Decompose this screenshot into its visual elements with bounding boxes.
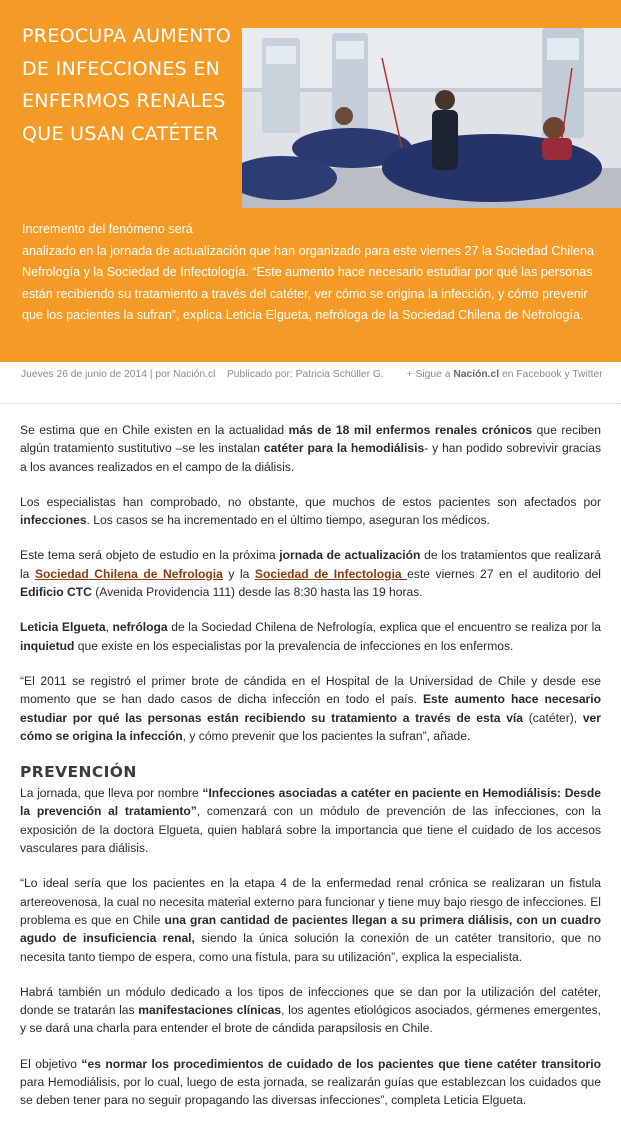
emphasis: más de 18 mil enfermos renales crónicos [288, 423, 533, 437]
article-header [0, 0, 621, 362]
follow-prefix: + Sigue a [406, 369, 451, 380]
emphasis: “Infecciones asociadas a catéter en paciente en Hemodiálisis: Desde la prevención al tratamiento” [20, 786, 601, 819]
paragraph-7 [20, 874, 601, 965]
hemodialysis-ward-image [242, 28, 621, 208]
text-run: , comenzará con un módulo de prevención de las infecciones, con la exposición de la doctora Elgueta, quien hablará sobre la importancia que tiene el cuidado de los accesos vasculares para diálisis. [20, 804, 601, 856]
paragraph-4 [20, 618, 601, 655]
follow-source[interactable]: Nación.cl [453, 369, 500, 380]
nefrologia-link[interactable]: Sociedad Chilena de Nefrologia [34, 566, 223, 581]
twitter-link[interactable]: Twitter [572, 369, 603, 380]
article-title: PREOCUPA AUMENTO DE INFECCIONES EN ENFERMOS RENALES QUE USAN CATÉTER [22, 25, 231, 145]
text-run: Se estima que en Chile existen en la actualidad [20, 423, 289, 437]
text-run: para Hemodiálisis, por lo cual, luego de esta jornada, se realizarán guías que establezcan los cuidados que se deben tener para no seguir propagando las diversas infecciones”, completa Leticia Elgueta. [20, 1075, 601, 1108]
text-run: “El 2011 se registró el primer brote de cándida en el Hospital de la Universidad de Chile y desde ese momento que se han dado casos de dicha infección en todo el país. [20, 673, 601, 707]
text-run: La jornada, que lleva por nombre [20, 786, 203, 801]
paragraph-5 [20, 672, 601, 745]
paragraph-8 [20, 983, 601, 1038]
text-run: de la Sociedad Chilena de Nefrología, explica que el encuentro se realiza por la [167, 620, 601, 635]
emphasis: “es normar los procedimientos de cuidado de los pacientes que tiene catéter transitorio [81, 1056, 601, 1071]
emphasis: Este aumento hace necesario estudiar por qué las personas están recibiendo su tratamiento a través de esta vía [20, 692, 601, 725]
paragraph-6 [20, 784, 601, 857]
article-lead-first: Incremento del fenómeno será [22, 222, 193, 236]
text-run: - y han podido sobrevivir gracias a los avances realizados en el campo de la diálisis. [20, 441, 601, 474]
paragraph-1 [20, 421, 601, 476]
text-run: , los agentes etiológicos asociados, gérmenes emergentes, y se dará una charla para entender el brote de cándida parapsilosis en Chile. [20, 1003, 601, 1036]
section-heading: PREVENCIÓN [20, 763, 137, 782]
published-by: Publicado por: Patricia Schüller G. [226, 369, 384, 380]
article-lead-rest: analizado en la jornada de actualización que han organizado para este viernes 27 la Sociedad Chilena Nefrología y la Sociedad de Infectología. “Este aumento hace necesario estudiar por qué las personas están recibiendo su tratamiento a través del catéter, ver cómo se origina la infección, y cómo prevenir que los pacientes la sufran”, explica Leticia Elgueta, nefróloga de la Sociedad Chilena de Nefrología. [22, 243, 595, 323]
paragraph-9 [20, 1055, 601, 1110]
text-run: que existe en los especialistas por la prevalencia de infecciones en los enfermos. [74, 638, 514, 653]
article-lead [22, 219, 604, 327]
emphasis: una gran cantidad de pacientes llegan a su primera diálisis, con un cuadro agudo de insuficiencia renal, [20, 912, 601, 946]
emphasis: inquietud [20, 638, 75, 653]
source-link[interactable]: Nación.cl [173, 369, 216, 380]
text-run: Este tema será objeto de estudio en la próxima [20, 548, 280, 563]
byline [21, 366, 606, 383]
article-meta [0, 362, 621, 402]
emphasis: manifestaciones clínicas [138, 1003, 282, 1018]
emphasis: infecciones [20, 513, 87, 528]
text-run: , [105, 620, 113, 635]
emphasis: ver cómo se origina la infección [20, 710, 601, 743]
text-run: Habrá también un módulo dedicado a los tipos de infecciones que se dan por la utilización del catéter, donde se tratarán las [20, 984, 601, 1018]
text-run: , y cómo prevenir que los pacientes la sufran”, añade. [182, 728, 471, 743]
text-run: y la [222, 566, 255, 581]
text-run: (Avenida Providencia 111) desde las 8:30 hasta las 19 horas. [91, 585, 423, 600]
facebook-link[interactable]: Facebook [516, 369, 562, 380]
article-body [20, 421, 601, 1127]
hemodialysis-ward-photo [242, 28, 621, 208]
emphasis: Leticia Elgueta [20, 620, 106, 635]
publish-date: Jueves 26 de junio de 2014 [21, 369, 147, 380]
text-run: que reciben algún tratamiento sustitutivo –se les instalan [20, 423, 601, 456]
by-label: | por [149, 369, 171, 380]
emphasis: jornada de actualización [279, 548, 421, 563]
paragraph-2 [20, 493, 601, 530]
infectologia-link[interactable]: Sociedad de Infectologia [254, 566, 408, 581]
text-run: Los especialistas han comprobado, no obstante, que muchos de estos pacientes son afectados por [20, 494, 601, 509]
text-run: “Lo ideal sería que los pacientes en la etapa 4 de la enfermedad renal crónica se realizaran un fistula artereovenosa, la cual no necesita material externo para funcionar y tiene muy bajo riesgo de infecciones. El problema es que en Chile [20, 876, 601, 927]
text-run: El objetivo [20, 1056, 82, 1071]
text-run: siendo la única solución la conexión de un catéter transitorio, que no necesita tanto tiempo de espera, como una fístula, para su utilización”, explica la especialista. [20, 931, 601, 964]
emphasis: nefróloga [112, 620, 168, 635]
text-run: de los tratamientos que realizará la [20, 548, 601, 581]
text-run: (catéter), [523, 710, 583, 725]
text-run: . Los casos se ha incrementado en el último tiempo, aseguran los médicos. [86, 513, 490, 528]
emphasis: catéter para la hemodiálisis [263, 441, 425, 456]
paragraph-3 [20, 546, 601, 601]
text-run: este viernes 27 en el auditorio del [407, 566, 601, 581]
emphasis: Edificio CTC [20, 585, 92, 600]
follow-and: y [564, 369, 570, 380]
meta-divider [0, 403, 621, 404]
follow-mid: en [502, 369, 514, 380]
